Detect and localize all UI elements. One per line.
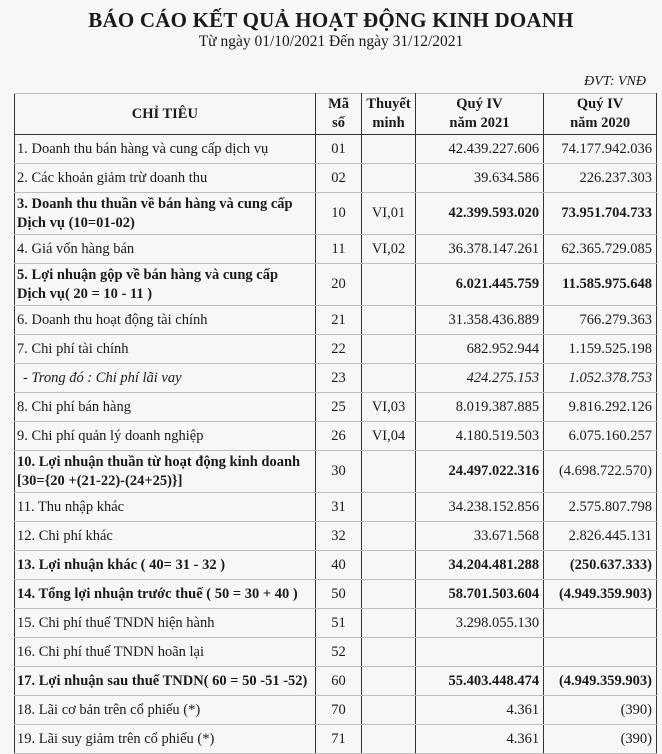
row-code: 60 [315, 667, 362, 696]
row-label: 13. Lợi nhuận khác ( 40= 31 - 32 ) [15, 551, 316, 580]
row-code: 30 [315, 451, 362, 493]
row-note [362, 696, 415, 725]
table-row [15, 335, 657, 364]
row-value-2021: 34.204.481.288 [415, 551, 543, 580]
table-row [15, 667, 657, 696]
row-label: - Trong đó : Chi phí lãi vay [15, 364, 316, 393]
report-period: Từ ngày 01/10/2021 Đến ngày 31/12/2021 [198, 33, 464, 50]
row-label: 19. Lãi suy giảm trên cổ phiếu (*) [15, 725, 316, 754]
table-row [15, 364, 657, 393]
row-value-2021: 3.298.055.130 [415, 609, 543, 638]
row-code: 25 [315, 393, 362, 422]
income-statement-table [14, 93, 657, 754]
row-label: 11. Thu nhập khác [15, 493, 316, 522]
row-note [362, 638, 415, 667]
row-note: VI,04 [362, 422, 415, 451]
row-value-2021: 682.952.944 [415, 335, 543, 364]
row-value-2021: 424.275.153 [415, 364, 543, 393]
row-code: 70 [315, 696, 362, 725]
table-row [15, 422, 657, 451]
row-label: 10. Lợi nhuận thuần từ hoạt động kinh doanh [30={20 +(21-22)-(24+25)}] [15, 451, 316, 493]
row-note [362, 493, 415, 522]
row-value-2021: 33.671.568 [415, 522, 543, 551]
row-note [362, 580, 415, 609]
report-title: BÁO CÁO KẾT QUẢ HOẠT ĐỘNG KINH DOANH [88, 8, 574, 32]
currency-unit: ĐVT: VNĐ [584, 74, 646, 89]
row-value-2020: 1.052.378.753 [544, 364, 657, 393]
row-code: 21 [315, 306, 362, 335]
table-row [15, 264, 657, 306]
row-value-2020: (250.637.333) [544, 551, 657, 580]
row-label: 9. Chi phí quản lý doanh nghiệp [15, 422, 316, 451]
header-item: CHỈ TIÊU [15, 94, 316, 135]
row-code: 23 [315, 364, 362, 393]
row-code: 22 [315, 335, 362, 364]
row-value-2020: 6.075.160.257 [544, 422, 657, 451]
row-value-2021: 34.238.152.856 [415, 493, 543, 522]
row-value-2020: 74.177.942.036 [544, 135, 657, 164]
row-label: 3. Doanh thu thuần về bán hàng và cung cấp Dịch vụ (10=01-02) [15, 193, 316, 235]
row-note: VI,02 [362, 235, 415, 264]
row-note [362, 135, 415, 164]
table-row [15, 393, 657, 422]
row-note [362, 522, 415, 551]
row-value-2020: 73.951.704.733 [544, 193, 657, 235]
row-value-2021: 31.358.436.889 [415, 306, 543, 335]
row-note [362, 551, 415, 580]
row-code: 11 [315, 235, 362, 264]
row-value-2020: (4.949.359.903) [544, 667, 657, 696]
row-value-2020: 2.826.445.131 [544, 522, 657, 551]
row-label: 6. Doanh thu hoạt động tài chính [15, 306, 316, 335]
row-value-2021: 8.019.387.885 [415, 393, 543, 422]
row-label: 14. Tổng lợi nhuận trước thuế ( 50 = 30 + 40 ) [15, 580, 316, 609]
row-note [362, 335, 415, 364]
row-label: 15. Chi phí thuế TNDN hiện hành [15, 609, 316, 638]
row-code: 01 [315, 135, 362, 164]
row-value-2020 [544, 638, 657, 667]
row-label: 7. Chi phí tài chính [15, 335, 316, 364]
row-note [362, 451, 415, 493]
row-note [362, 725, 415, 754]
row-note: VI,03 [362, 393, 415, 422]
row-value-2020 [544, 609, 657, 638]
row-label: 1. Doanh thu bán hàng và cung cấp dịch vụ [15, 135, 316, 164]
table-row [15, 638, 657, 667]
row-label: 17. Lợi nhuận sau thuế TNDN( 60 = 50 -51 -52) [15, 667, 316, 696]
row-value-2021: 39.634.586 [415, 164, 543, 193]
row-label: 18. Lãi cơ bản trên cổ phiếu (*) [15, 696, 316, 725]
table-row [15, 193, 657, 235]
row-code: 51 [315, 609, 362, 638]
row-code: 31 [315, 493, 362, 522]
row-value-2021: 36.378.147.261 [415, 235, 543, 264]
row-value-2021: 24.497.022.316 [415, 451, 543, 493]
header-q4-2020: Quý IV năm 2020 [544, 94, 657, 135]
table-row [15, 580, 657, 609]
table-row [15, 551, 657, 580]
row-value-2020: (4.949.359.903) [544, 580, 657, 609]
row-value-2020: 1.159.525.198 [544, 335, 657, 364]
row-code: 50 [315, 580, 362, 609]
row-note [362, 164, 415, 193]
row-value-2020: (390) [544, 696, 657, 725]
row-note [362, 364, 415, 393]
row-note [362, 667, 415, 696]
row-value-2021: 4.180.519.503 [415, 422, 543, 451]
table-row [15, 522, 657, 551]
table-row [15, 235, 657, 264]
row-value-2021: 55.403.448.474 [415, 667, 543, 696]
table-row [15, 696, 657, 725]
row-code: 20 [315, 264, 362, 306]
table-row [15, 451, 657, 493]
row-label: 8. Chi phí bán hàng [15, 393, 316, 422]
row-code: 32 [315, 522, 362, 551]
row-value-2021: 4.361 [415, 725, 543, 754]
row-label: 4. Giá vốn hàng bán [15, 235, 316, 264]
row-label: 16. Chi phí thuế TNDN hoãn lại [15, 638, 316, 667]
row-value-2020: 9.816.292.126 [544, 393, 657, 422]
table-row [15, 493, 657, 522]
row-value-2021: 58.701.503.604 [415, 580, 543, 609]
row-value-2020: 2.575.807.798 [544, 493, 657, 522]
row-value-2020: 62.365.729.085 [544, 235, 657, 264]
row-value-2021: 4.361 [415, 696, 543, 725]
header-note: Thuyết minh [362, 94, 415, 135]
table-header-row [15, 94, 657, 135]
row-code: 40 [315, 551, 362, 580]
row-value-2021: 42.399.593.020 [415, 193, 543, 235]
row-code: 02 [315, 164, 362, 193]
row-value-2020: (390) [544, 725, 657, 754]
table-row [15, 135, 657, 164]
row-code: 52 [315, 638, 362, 667]
row-label: 2. Các khoản giảm trừ doanh thu [15, 164, 316, 193]
row-value-2020: 11.585.975.648 [544, 264, 657, 306]
header-code: Mã số [315, 94, 362, 135]
row-note [362, 306, 415, 335]
row-value-2020: 766.279.363 [544, 306, 657, 335]
row-note: VI,01 [362, 193, 415, 235]
header-q4-2021: Quý IV năm 2021 [415, 94, 543, 135]
row-value-2021: 6.021.445.759 [415, 264, 543, 306]
row-value-2020: (4.698.722.570) [544, 451, 657, 493]
table-row [15, 609, 657, 638]
row-note [362, 609, 415, 638]
row-code: 10 [315, 193, 362, 235]
row-code: 71 [315, 725, 362, 754]
row-label: 5. Lợi nhuận gộp về bán hàng và cung cấp Dịch vụ( 20 = 10 - 11 ) [15, 264, 316, 306]
table-row [15, 725, 657, 754]
row-value-2021 [415, 638, 543, 667]
table-row [15, 306, 657, 335]
row-note [362, 264, 415, 306]
row-label: 12. Chi phí khác [15, 522, 316, 551]
row-code: 26 [315, 422, 362, 451]
row-value-2020: 226.237.303 [544, 164, 657, 193]
row-value-2021: 42.439.227.606 [415, 135, 543, 164]
table-row [15, 164, 657, 193]
